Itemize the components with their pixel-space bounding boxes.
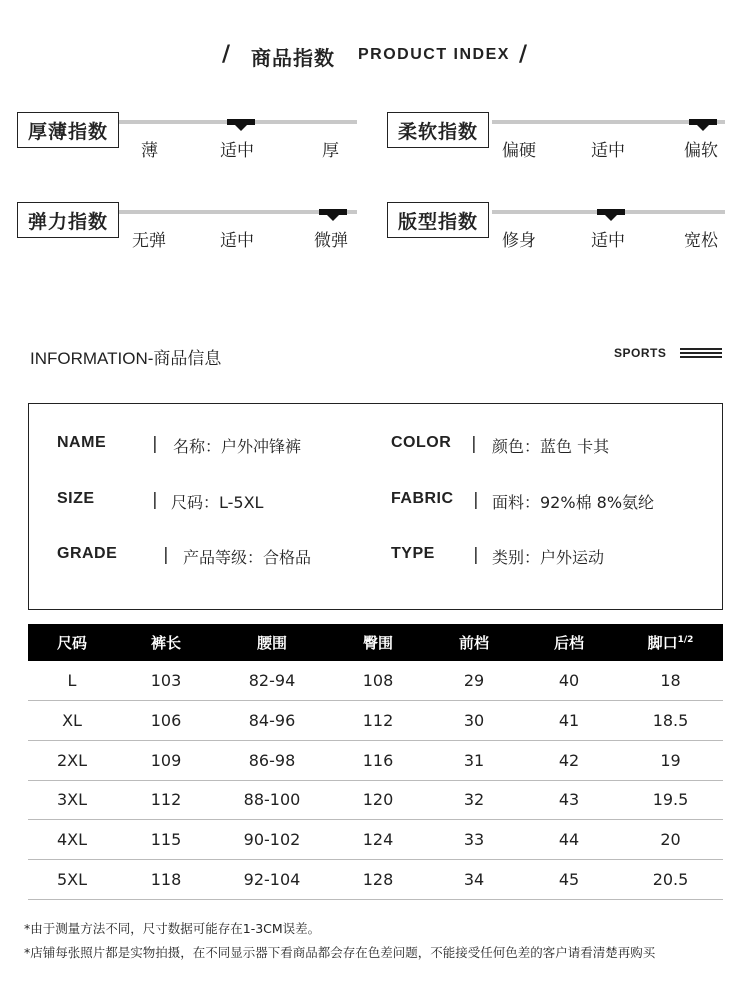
header-slash-right: / [519, 42, 528, 67]
header-hip: 臀围 [328, 624, 428, 661]
table-cell: 2XL [28, 740, 116, 780]
table-cell: 31 [428, 740, 520, 780]
header-slash-left: / [222, 42, 231, 67]
index-option: 适中 [220, 141, 254, 161]
index-option: 无弹 [132, 231, 166, 251]
index-label: 厚薄指数 [17, 112, 119, 148]
table-cell: 82-94 [216, 661, 328, 701]
info-key: COLOR [391, 434, 452, 451]
index-option: 薄 [141, 141, 158, 161]
table-cell: 29 [428, 661, 520, 701]
table-cell: 92-104 [216, 859, 328, 899]
table-cell: 124 [328, 820, 428, 860]
info-key: GRADE [57, 545, 118, 562]
header-size: 尺码 [28, 624, 116, 661]
header-waist: 腰围 [216, 624, 328, 661]
info-value: 产品等级：合格品 [183, 548, 312, 567]
product-index-header [0, 40, 750, 72]
table-cell: 18 [618, 661, 723, 701]
table-cell: 20.5 [618, 859, 723, 899]
note-color-difference: *店铺每张照片都是实物拍摄，在不同显示器下看商品都会存在色差问题，不能接受任何色差的客户请看清楚再购买 [24, 945, 656, 960]
info-separator: | [163, 545, 169, 565]
info-value: 名称：户外冲锋裤 [173, 437, 302, 456]
index-option: 适中 [591, 231, 625, 251]
table-cell: 108 [328, 661, 428, 701]
index-elasticity [17, 202, 362, 262]
table-cell: 118 [116, 859, 216, 899]
info-separator: | [152, 490, 158, 510]
header-front-rise: 前档 [428, 624, 520, 661]
table-cell: 84-96 [216, 701, 328, 741]
info-key: NAME [57, 434, 107, 451]
size-table [28, 624, 723, 900]
index-option: 修身 [502, 231, 536, 251]
table-cell: 18.5 [618, 701, 723, 741]
info-value: 颜色：蓝色 卡其 [492, 437, 610, 456]
table-row [28, 820, 723, 860]
index-option: 偏硬 [502, 141, 536, 161]
note-measurement: *由于测量方法不同，尺寸数据可能存在1-3CM误差。 [24, 921, 321, 936]
table-cell: 43 [520, 780, 618, 820]
table-cell: 20 [618, 820, 723, 860]
table-cell: 34 [428, 859, 520, 899]
index-label: 弹力指数 [17, 202, 119, 238]
table-cell: 88-100 [216, 780, 328, 820]
table-cell: 112 [116, 780, 216, 820]
info-separator: | [471, 434, 477, 454]
table-cell: 103 [116, 661, 216, 701]
info-key: FABRIC [391, 490, 454, 507]
info-separator: | [152, 434, 158, 454]
table-cell: L [28, 661, 116, 701]
table-cell: 109 [116, 740, 216, 780]
table-cell: 116 [328, 740, 428, 780]
index-option: 偏软 [684, 141, 718, 161]
table-row [28, 859, 723, 899]
header-back-rise: 后档 [520, 624, 618, 661]
index-label: 版型指数 [387, 202, 489, 238]
table-row [28, 701, 723, 741]
table-cell: 32 [428, 780, 520, 820]
table-cell: 19 [618, 740, 723, 780]
header-leg-opening [618, 624, 723, 661]
header-title-cn: 商品指数 [251, 46, 335, 70]
table-cell: 3XL [28, 780, 116, 820]
info-value: 类别：户外运动 [492, 548, 605, 567]
table-row [28, 740, 723, 780]
index-option: 适中 [220, 231, 254, 251]
table-cell: 45 [520, 859, 618, 899]
table-cell: 4XL [28, 820, 116, 860]
table-cell: 112 [328, 701, 428, 741]
info-title: INFORMATION-商品信息 [30, 349, 222, 368]
info-separator: | [473, 545, 479, 565]
table-cell: 44 [520, 820, 618, 860]
header-leg-opening-label: 脚口 [647, 634, 678, 652]
index-option: 宽松 [684, 231, 718, 251]
table-cell: 120 [328, 780, 428, 820]
table-cell: 41 [520, 701, 618, 741]
header-length: 裤长 [116, 624, 216, 661]
index-option: 适中 [591, 141, 625, 161]
sports-badge: SPORTS [614, 346, 667, 360]
table-cell: 106 [116, 701, 216, 741]
info-separator: | [473, 490, 479, 510]
table-cell: 5XL [28, 859, 116, 899]
index-thickness [17, 112, 362, 172]
table-cell: 86-98 [216, 740, 328, 780]
info-key: SIZE [57, 490, 95, 507]
table-cell: 90-102 [216, 820, 328, 860]
table-cell: 19.5 [618, 780, 723, 820]
header-leg-opening-sup: 1/2 [677, 635, 694, 645]
menu-lines-icon [680, 348, 722, 360]
table-row [28, 661, 723, 701]
table-cell: 42 [520, 740, 618, 780]
info-box [28, 403, 723, 610]
index-fit [387, 202, 732, 262]
info-value: 面料：92%棉 8%氨纶 [492, 493, 655, 512]
index-option: 微弹 [314, 231, 348, 251]
table-cell: 33 [428, 820, 520, 860]
index-option: 厚 [322, 141, 339, 161]
table-cell: 30 [428, 701, 520, 741]
info-value: 尺码：L-5XL [171, 493, 264, 512]
table-cell: 128 [328, 859, 428, 899]
table-row [28, 780, 723, 820]
table-cell: XL [28, 701, 116, 741]
info-key: TYPE [391, 545, 435, 562]
table-header-row [28, 624, 723, 661]
index-label: 柔软指数 [387, 112, 489, 148]
index-softness [387, 112, 732, 172]
table-cell: 115 [116, 820, 216, 860]
header-title-en: PRODUCT INDEX [358, 46, 510, 63]
table-cell: 40 [520, 661, 618, 701]
